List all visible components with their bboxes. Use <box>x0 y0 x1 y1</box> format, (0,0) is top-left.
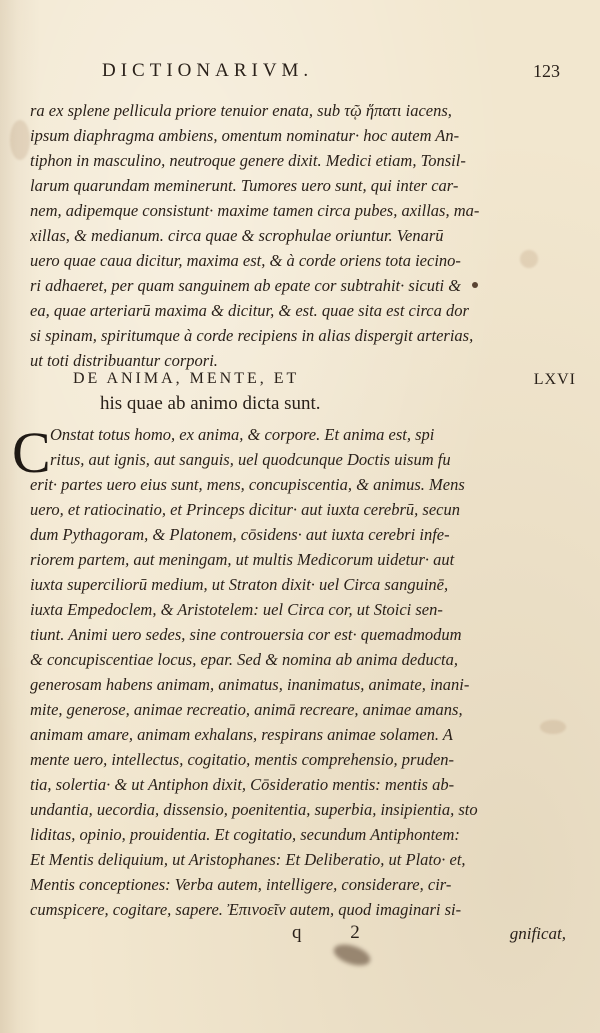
text-line: larum quarundam meminerunt. Tumores uero sunt, qui inter car- <box>30 176 459 195</box>
text-line: ipsum diaphragma ambiens, omentum nominatur· hoc autem An- <box>30 126 460 145</box>
text-line: iuxta superciliorū medium, ut Straton dixit· uel Circa sanguinē, <box>30 575 449 594</box>
text-line: ut toti distribuantur corpori. <box>30 351 218 370</box>
drop-cap: C <box>12 420 51 485</box>
paper-stain <box>10 120 30 160</box>
catchword: gnificat, <box>509 924 566 943</box>
text-line: Et Mentis deliquium, ut Aristophanes: Et Deliberatio, ut Plato· et, <box>30 850 466 869</box>
text-line: ra ex splene pellicula priore tenuior enata, sub τῷ ἥπατι iacens, <box>30 101 452 120</box>
text-line: animam amare, animam exhalans, respirans animae solamen. A <box>30 725 453 744</box>
text-line: Onstat totus homo, ex anima, & corpore. Et anima est, spi <box>50 425 435 444</box>
margin-mark <box>472 282 478 288</box>
text-line: generosam habens animam, animatus, inanimatus, animate, inani- <box>30 675 470 694</box>
text-line: ri adhaeret, per quam sanguinem ab epate cor subtrahit· sicuti & <box>30 276 462 295</box>
text-line: liditas, opinio, prouidentia. Et cogitatio, secundum Antiphontem: <box>30 825 460 844</box>
section-heading: DE ANIMA, MENTE, ET <box>73 370 300 387</box>
text-line: mite, generose, animae recreatio, animā recreare, animae amans, <box>30 700 463 719</box>
page-header <box>0 60 600 86</box>
text-line: erit· partes uero eius sunt, mens, concupiscentia, & animus. Mens <box>30 475 465 494</box>
section-subheading: his quae ab animo dicta sunt. <box>100 393 321 414</box>
text-line: ea, quae arteriarū maxima & dicitur, & est. quae sita est circa dor <box>30 301 469 320</box>
page-number: 123 <box>533 61 560 81</box>
text-line: iuxta Empedoclem, & Aristotelem: uel Circa cor, ut Stoici sen- <box>30 600 443 619</box>
text-line: uero, et ratiocinatio, et Princeps dicitur· aut iuxta cerebrū, secun <box>30 500 460 519</box>
text-line: mente uero, intellectus, cogitatio, mentis comprehensio, pruden- <box>30 750 455 769</box>
ink-stain <box>331 941 373 970</box>
text-line: tiphon in masculino, neutroque genere dixit. Medici etiam, Tonsil- <box>30 151 466 170</box>
text-line: uero quae caua dicitur, maxima est, & à corde oriens tota iecino- <box>30 251 461 270</box>
signature-mark: q 2 <box>292 922 382 943</box>
text-line: nem, adipemque consistunt· maxime tamen circa pubes, axillas, ma- <box>30 201 480 220</box>
text-line: cumspicere, cogitare, sapere. Ἐπινοεῖν autem, quod imaginari si- <box>30 900 462 919</box>
text-line: tiunt. Animi uero sedes, sine controuersia cor est· quemadmodum <box>30 625 462 644</box>
text-line: Mentis conceptiones: Verba autem, intelligere, considerare, cir- <box>30 875 452 894</box>
text-line: si spinam, spiritumque à corde recipiens in alias dispergit arterias, <box>30 326 474 345</box>
text-line: dum Pythagoram, & Platonem, cōsidens· aut iuxta cerebri infe- <box>30 525 450 544</box>
running-title: DICTIONARIVM. <box>102 60 314 81</box>
text-line: undantia, uecordia, dissensio, poenitentia, superbia, insipientia, sto <box>30 800 478 819</box>
text-line: riorem partem, aut meningam, ut multis Medicorum uidetur· aut <box>30 550 455 569</box>
text-line: tia, solertia· & ut Antiphon dixit, Cōsideratio mentis: mentis ab- <box>30 775 455 794</box>
text-line: & concupiscentiae locus, epar. Sed & nomina ab anima deducta, <box>30 650 459 669</box>
section-number: LXVI <box>533 371 576 388</box>
text-line: xillas, & medianum. circa quae & scrophulae oriuntur. Venarū <box>30 226 444 245</box>
text-line: ritus, aut ignis, aut sanguis, uel quodcunque Doctis uisum fu <box>50 450 451 469</box>
